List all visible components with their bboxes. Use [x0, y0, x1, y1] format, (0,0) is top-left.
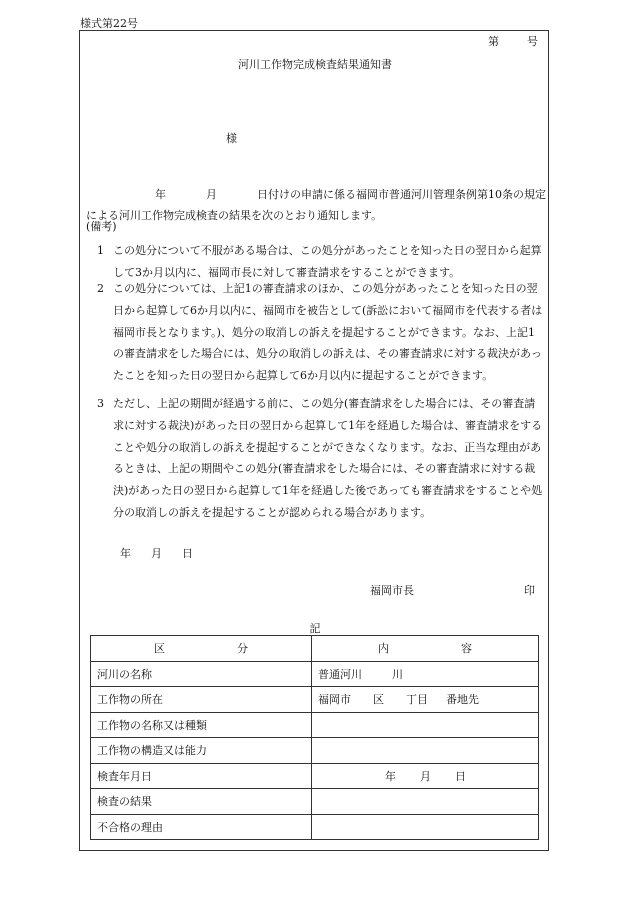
row-value: 年 月 日 [312, 763, 539, 789]
header-kubun: 区 分 [91, 636, 312, 662]
table-row [91, 789, 539, 815]
ki-heading: 記 [309, 622, 321, 635]
table-row [91, 687, 539, 713]
remark-number: 3 [97, 397, 104, 410]
notice-year: 年 [155, 188, 166, 201]
remark-text: この処分については、上記1の審査請求のほか、この処分があったことを知った日の翌日から起算して6か月以内に、福岡市を被告として(訴訟において福岡市を代表する者は福岡市長となります。)、処分の取消しの訴えを提起することができます。なお、上記1の審査請求をした場合には、処分の取消しの訴えは、その審査請求に対する裁決があったことを知った日の翌日から起算して6か月以内に提起することができます。 [113, 282, 543, 383]
form-number: 様式第22号 [80, 17, 138, 30]
mayor-label: 福岡市長 [370, 584, 414, 597]
row-label: 河川の名称 [91, 661, 312, 687]
remark-item-3 [86, 393, 546, 524]
remark-number: 1 [97, 244, 104, 257]
row-value: 普通河川 川 [312, 661, 539, 687]
number-dai: 第 [488, 35, 499, 48]
row-label: 検査の結果 [91, 789, 312, 815]
table-row [91, 738, 539, 764]
remarks-label: (備考) [86, 220, 117, 233]
row-label: 不合格の理由 [91, 814, 312, 840]
seal-mark: 印 [524, 584, 535, 597]
issue-day: 日 [182, 547, 193, 560]
table-row [91, 814, 539, 840]
row-value [312, 814, 539, 840]
table-row [91, 661, 539, 687]
notice-paragraph [86, 184, 546, 226]
detail-table [90, 635, 539, 840]
row-label: 検査年月日 [91, 763, 312, 789]
document-title: 河川工作物完成検査結果通知書 [238, 58, 392, 71]
row-label: 工作物の所在 [91, 687, 312, 713]
addressee-suffix: 様 [226, 132, 237, 145]
remark-text: この処分について不服がある場合は、この処分があったことを知った日の翌日から起算して3か月以内に、福岡市長に対して審査請求をすることができます。 [113, 244, 542, 279]
remark-text: ただし、上記の期間が経過する前に、この処分(審査請求をした場合には、その審査請求に対する裁決)があった日の翌日から起算して1年を経過した場合は、審査請求をすることや処分の取消しの訴えを提起することができなくなります。なお、正当な理由があるときは、上記の期間やこの処分(審査請求をした場合には、その審査請求に対する裁決)があった日の翌日から起算して1年を経過した後であっても審査請求をすることや処分の取消しの訴えを提起することが認められる場合があります。 [113, 397, 543, 519]
row-label: 工作物の名称又は種類 [91, 712, 312, 738]
document-number-label [488, 33, 538, 49]
issue-month: 月 [151, 547, 162, 560]
table-header-row [91, 636, 539, 662]
number-go: 号 [527, 35, 538, 48]
remark-item-2 [86, 278, 546, 387]
row-label: 工作物の構造又は能力 [91, 738, 312, 764]
remark-number: 2 [97, 282, 104, 295]
notice-month: 月 [206, 188, 217, 201]
row-value: 福岡市 区 丁目 番地先 [312, 687, 539, 713]
header-naiyou: 内 容 [312, 636, 539, 662]
issue-year: 年 [120, 547, 131, 560]
row-value [312, 789, 539, 815]
table-row [91, 712, 539, 738]
row-value [312, 712, 539, 738]
row-value [312, 738, 539, 764]
issue-date [120, 545, 193, 561]
notice-text: 日付けの申請に係る福岡市普通河川管理条例第10条の規定による河川工作物完成検査の結果を次のとおり通知します。 [86, 188, 546, 222]
table-row [91, 763, 539, 789]
